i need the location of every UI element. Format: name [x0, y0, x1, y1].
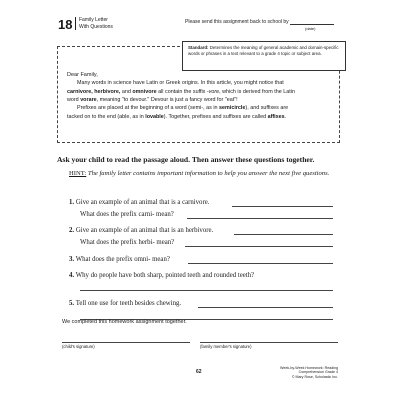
footer-page-number: 62 [196, 369, 202, 375]
p2-a-bold: semicircle [219, 105, 246, 111]
question-2 [69, 227, 213, 234]
answer-line-2-sub[interactable] [185, 246, 333, 247]
header-label-line1: Family Letter [79, 17, 108, 23]
standard-text: Determines the meaning of general academic and domain-specific words or phrases in a text relevant to a grade 4 topic or subject area. [188, 45, 339, 56]
p1-end: , which is derived from the Latin [219, 88, 295, 95]
p2-b-mid: ). Together, prefixes and suffixes are called [163, 113, 268, 120]
p1-bold-1: carnivore, herbivore, [67, 88, 121, 95]
date-caption: (date) [305, 26, 316, 31]
letter-greeting: Dear Family, [67, 72, 98, 78]
header-label-line2: With Questions [79, 23, 113, 30]
footer-credit-line2: © Mary Rose, Scholastic Inc. [291, 374, 338, 379]
question-1-text: Give an example of an animal that is a carnivore. [75, 199, 210, 206]
question-5-number: 5. [69, 300, 75, 307]
letter-paragraph-1 [67, 79, 335, 105]
question-1-number: 1. [69, 199, 75, 206]
answer-line-3[interactable] [188, 263, 333, 264]
return-date-line [185, 19, 334, 25]
return-text: Please send this assignment back to school by [185, 19, 289, 25]
p1-mid: and [120, 88, 133, 95]
p2-b-end: . [284, 113, 287, 120]
letter-paragraph-2 [67, 104, 335, 121]
answer-line-1[interactable] [232, 206, 333, 207]
family-signature-label: (family member's signature) [200, 344, 252, 349]
question-2-text: Give an example of an animal that is an herbivore. [75, 227, 214, 234]
answer-line-2[interactable] [234, 234, 333, 235]
question-2-number: 2. [69, 227, 75, 234]
p1-rest: all contain the suffix [156, 88, 207, 95]
hint-label: HINT: [69, 170, 87, 177]
p1-c-bold: vorare [80, 97, 97, 103]
p2-b-bold-1: lovable [145, 113, 164, 120]
answer-line-4[interactable] [80, 290, 333, 291]
answer-line-5a[interactable] [198, 307, 333, 308]
completion-statement: We completed this homework assignment together. [62, 319, 187, 325]
question-1-sub: What does the prefix carni- mean? [80, 211, 174, 218]
question-3 [69, 256, 170, 263]
page-number: 18 [58, 17, 73, 32]
child-signature-label: (child's signature) [62, 344, 95, 349]
footer-credit-line1: Week-by-Week Homework: Reading Comprehension Grade 4 [280, 366, 338, 375]
child-signature-line[interactable] [62, 342, 190, 343]
question-4-text: Why do people have both sharp, pointed teeth and rounded teeth? [75, 272, 255, 279]
p1-c-start: word [67, 97, 81, 103]
standard-box [182, 41, 346, 71]
footer-credit [278, 366, 338, 379]
family-signature-line[interactable] [200, 342, 338, 343]
p1-bold-2: omnivore [132, 88, 157, 95]
hint [69, 169, 339, 178]
standard-label: Standard: [188, 45, 209, 50]
instruction-heading: Ask your child to read the passage aloud. Then answer these questions together. [57, 155, 315, 164]
question-5-text: Tell one use for teeth besides chewing. [75, 300, 182, 307]
answer-line-1-sub[interactable] [187, 218, 333, 219]
question-3-number: 3. [69, 256, 75, 263]
question-2-sub: What does the prefix herbi- mean? [80, 239, 175, 246]
p1-line-a: Many words in science have Latin or Greek origins. In this article, you might notice that [77, 80, 284, 86]
return-date-blank[interactable] [290, 20, 334, 25]
header-label [75, 17, 113, 30]
question-5 [69, 300, 181, 307]
p1-vore: -vore [206, 88, 220, 95]
p2-a-start: Prefixes are placed at the beginning of a word (semi-, as in [77, 105, 220, 111]
p2-b-start: tacked on to the end (able, as in [67, 113, 146, 120]
hint-text: The family letter contains important information to help you answer the next five questions. [86, 170, 330, 177]
question-1 [69, 199, 209, 206]
p2-a-end: ), and suffixes are [245, 105, 289, 111]
question-4-number: 4. [69, 272, 75, 279]
question-3-text: What does the prefix omni- mean? [75, 256, 170, 263]
question-4 [69, 272, 254, 279]
p2-b-bold-2: affixes [267, 113, 285, 120]
p1-c-end: , meaning "to devour." Devour is just a fancy word for "eat"! [96, 97, 238, 103]
